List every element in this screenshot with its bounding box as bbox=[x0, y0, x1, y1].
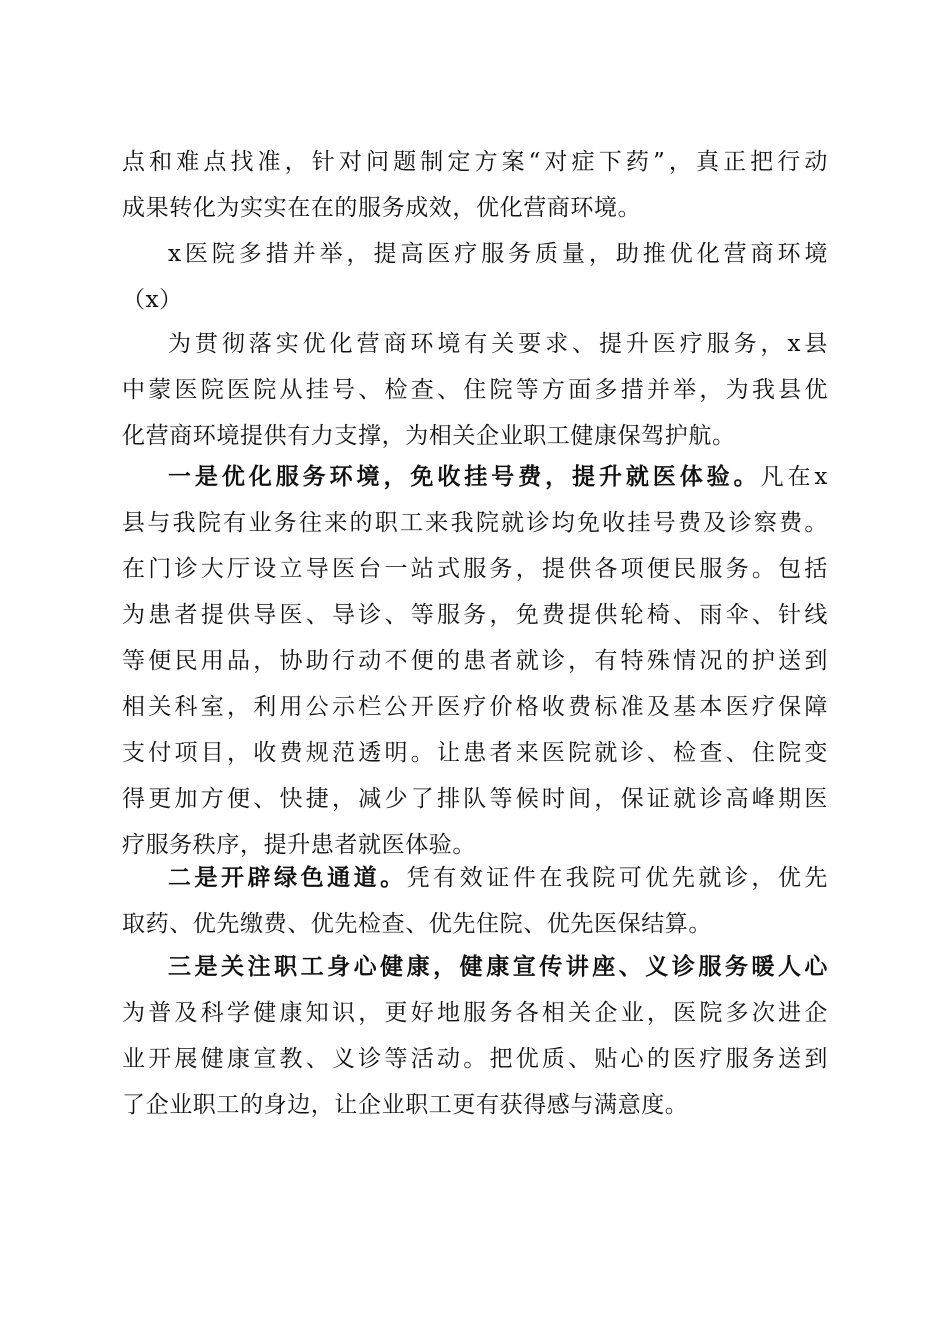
point-heading: 二是开辟绿色通道。 bbox=[168, 864, 407, 891]
text-line: 在门诊大厅设立导医台一站式服务，提供各项便民服务。包括 bbox=[122, 556, 828, 582]
text-line: 为患者提供导医、导诊、等服务，免费提供轮椅、雨伞、针线 bbox=[122, 602, 828, 628]
text-line bbox=[122, 454, 828, 500]
section-title bbox=[122, 231, 828, 323]
point-heading: 一是优化服务环境，免收挂号费，提升就医体验。 bbox=[168, 463, 761, 490]
paragraph-point-two bbox=[122, 855, 828, 947]
paragraph-continuation bbox=[122, 139, 828, 231]
title-line: x医院多措并举，提高医疗服务质量，助推优化营商环境 bbox=[168, 241, 828, 267]
paragraph-intro bbox=[122, 321, 828, 459]
point-heading: 三是关注职工身心健康，健康宣传讲座、义诊服务暖人心 bbox=[168, 953, 828, 980]
text-line: 疗服务秩序，提升患者就医体验。 bbox=[122, 832, 476, 858]
text-line: 业开展健康宣教、义诊等活动。把优质、贴心的医疗服务送到 bbox=[122, 1046, 828, 1072]
text-line: 点和难点找准，针对问题制定方案“对症下药”，真正把行动 bbox=[122, 149, 828, 175]
text-line: 中蒙医院医院从挂号、检查、住院等方面多措并举，为我县优 bbox=[122, 377, 828, 403]
text-line: 成果转化为实实在在的服务成效，优化营商环境。 bbox=[122, 195, 642, 221]
text-line: 为普及科学健康知识，更好地服务各相关企业，医院多次进企 bbox=[122, 1000, 828, 1026]
text-line: 化营商环境提供有力支撑，为相关企业职工健康保驾护航。 bbox=[122, 423, 736, 449]
text-run: 凡在x bbox=[760, 464, 829, 490]
paragraph-point-three bbox=[122, 944, 828, 1128]
text-line: 等便民用品，协助行动不便的患者就诊，有特殊情况的护送到 bbox=[122, 648, 828, 674]
text-line: 相关科室，利用公示栏公开医疗价格收费标准及基本医疗保障 bbox=[122, 694, 828, 720]
title-line: （x） bbox=[122, 287, 183, 313]
text-line: 取药、优先缴费、优先检查、优先住院、优先医保结算。 bbox=[122, 911, 712, 937]
text-line bbox=[122, 855, 828, 901]
text-run: 凭有效证件在我院可优先就诊，优先 bbox=[406, 865, 828, 891]
text-line: 县与我院有业务往来的职工来我院就诊均免收挂号费及诊察费。 bbox=[122, 510, 828, 536]
text-line: 为贯彻落实优化营商环境有关要求、提升医疗服务，x县 bbox=[168, 331, 828, 357]
text-line: 得更加方便、快捷，减少了排队等候时间，保证就诊高峰期医 bbox=[122, 786, 828, 812]
paragraph-point-one bbox=[122, 454, 828, 868]
text-line: 支付项目，收费规范透明。让患者来医院就诊、检查、住院变 bbox=[122, 740, 828, 766]
text-line: 了企业职工的身边，让企业职工更有获得感与满意度。 bbox=[122, 1092, 689, 1118]
